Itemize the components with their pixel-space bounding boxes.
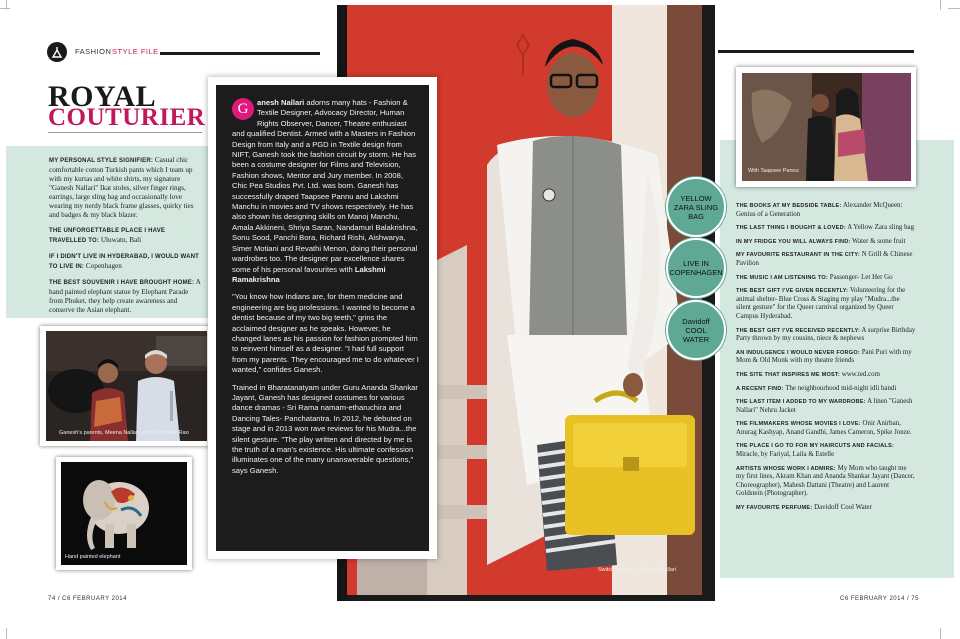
header-rule [160, 52, 320, 55]
qa-item [736, 465, 916, 499]
crop-mark [940, 0, 941, 10]
qa-question: THE BEST GIFT I'VE RECEIVED RECENTLY: [736, 327, 861, 334]
qa-question: THE LAST THING I BOUGHT & LOVED: [736, 225, 846, 232]
elephant-photo-caption: Hand painted elephant [65, 554, 121, 560]
parents-photo-caption: Ganesh's parents, Meena Nallari and N Shankar Rao [59, 430, 189, 436]
main-photo-caption: Switching lanes- Ganesh Nallari [598, 567, 676, 573]
crop-mark [948, 8, 960, 9]
qa-answer: Pani Puri with my Mom & Old Monk with my theatre friends [736, 348, 912, 365]
qa-question: THE LAST ITEM I ADDED TO MY WARDROBE: [736, 399, 866, 406]
qa-item [736, 287, 916, 321]
headline-rule [48, 132, 202, 133]
qa-answer: My Mom who taught me my first lines, Akram Khan and Ananda Shankar Jayant (Dancer, Choreographer), Mahesh Dattani (Theatre) and Laurent Goldstein (Photographer). [736, 464, 915, 498]
qa-item [736, 251, 916, 268]
qa-question: ARTISTS WHOSE WORK I ADMIRE: [736, 465, 836, 472]
qa-answer: Volunteering for the animal shelter- Blue Cross & Staging my play "Mudra...the silent gesture" for the Queer carnival organized by Queer Campus Hyderabad. [736, 287, 906, 320]
article-paragraph: "You know how Indians are, for them medicine and engineering are big professions. I wanted to become a dentist because of my two big teeth," grins the acclaimed designer as he speaks. However, he changed lanes as his passion for fashion prompted him to reinvent himself as a designer. "I had full support from my parents. They encouraged me to do whatever I wanted," confides Ganesh. [232, 292, 419, 375]
qa-question: MY FAVOURITE RESTAURANT IN THE CITY: [736, 252, 860, 259]
qa-answer: Casual chic comfortable cotton Turkish pants which I team up with my kurtas and white shirts, my signature "Ganesh Nallari" Ikat stoles, silver finger rings, earrings, large sling bag and occasionally love wearing my nerdy black frame glasses, quirky ties and badges & my black blazer. [49, 156, 194, 219]
qa-question: THE SITE THAT INSPIRES ME MOST: [736, 371, 840, 378]
article-paragraph: Trained in Bharatanatyam under Guru Ananda Shankar Jayant, Ganesh has designed costumes for various dance dramas - Sri Rama namam-etharuchira and Dancing Tales- Panchatantra. In 2012, he debuted on stage and in 2013 won rave reviews for his Mudra...the silent gesture. "The play written and directed by me is the truth of a man's existence. His ultimate confession illuminates one of the many unanswerable questions," says Ganesh. [232, 382, 418, 475]
qa-question: THE MUSIC I AM LISTENING TO: [736, 274, 828, 281]
qa-answer: N Grill & Chinese Pavilion [736, 251, 913, 267]
qa-answer: Copenhagen [85, 262, 122, 270]
article-byline: Lakshmi Ramakrishna [232, 264, 386, 284]
left-qa-list [49, 156, 201, 321]
circle-badge-perfume: Davidoff COOL WATER [666, 300, 726, 360]
qa-answer: Onir Anirban, Anurag Kashyap, Anand Gandhi, James Cameron, Spike Jonze. [736, 420, 912, 436]
qa-item [49, 226, 201, 246]
article-text: adorns many hats - Fashion & Textile Designer, Advocacy Director, Human Rights Observer, Dancer, Theatre enthusiast and qualified Dentist. Armed with a Masters in Fashion Design from Italy and a PGD in Textile design from NIFT, Ganesh took the fashion circuit by storm. He has been a costume designer for Films and Television, Fashion shows, Mentor and Jury member. In 2008, Chic Pea Studios Pvt. Ltd. was born. Ganesh has successfully draped Taapsee Pannu and Lakshmi Manchu in movies and TV shows respectively. He has also shown his designing skills on Manoj Manchu, Amala Akkineni, Shriya Saran, Nandamuri Balakrishna, Sonu Sood, Panchi Bora, Richard Rishi, Aishwarya, Simer Motiani and Revathi Menon, doing their personal wardrobes too. The designer par excellence shares some of his personal favourites with [232, 98, 418, 274]
parents-photo [46, 331, 207, 441]
qa-item [49, 278, 201, 315]
qa-question: IN MY FRIDGE YOU WILL ALWAYS FIND: [736, 238, 851, 245]
qa-answer: A surprise Birthday Party thrown by my cousins, niece & nephews [736, 326, 916, 343]
header-rule [718, 50, 914, 53]
qa-question: THE BEST GIFT I'VE GIVEN RECENTLY: [736, 288, 849, 295]
folio-right: C6 FEBRUARY 2014 / 75 [840, 596, 919, 602]
crop-mark [6, 628, 7, 639]
qa-question: MY FAVOURITE PERFUME: [736, 505, 813, 512]
qa-question: MY PERSONAL STYLE SIGNIFIER: [49, 158, 154, 164]
taapsee-photo [742, 73, 911, 181]
qa-item [49, 252, 201, 272]
qa-question: THE PLACE I GO TO FOR MY HAIRCUTS AND FACIALS: [736, 443, 894, 450]
circle-badge-bag: YELLOW ZARA SLING BAG [666, 177, 726, 237]
qa-item [736, 371, 916, 380]
qa-answer: Uluwatu, Bali [100, 236, 142, 244]
article-lead: anesh Nallari [257, 98, 305, 107]
qa-question: THE FILMMAKERS WHOSE MOVIES I LOVE: [736, 421, 861, 428]
qa-question: AN INDULGENCE I WOULD NEVER FORGO: [736, 349, 860, 356]
qa-item [736, 504, 916, 513]
qa-answer: Miracle, by Fariyal, Laila & Estelle [736, 451, 835, 459]
qa-question: THE UNFORGETTABLE PLACE I HAVE TRAVELLED TO: [49, 228, 166, 244]
qa-answer: A Yellow Zara sling bag [847, 224, 915, 232]
qa-answer: www.ted.com [841, 370, 880, 378]
qa-answer: Passenger- Let Her Go [829, 273, 893, 281]
qa-item [49, 156, 201, 220]
qa-item [736, 385, 916, 394]
article-paragraph [232, 98, 420, 285]
qa-item [736, 238, 916, 247]
qa-item [736, 349, 916, 366]
qa-answer: A linen "Ganesh Nallari" Nehru Jacket [736, 398, 913, 414]
qa-question: A RECENT FIND: [736, 385, 784, 392]
qa-question: IF I DIDN'T LIVE IN HYDERABAD, I WOULD WANT TO LIVE IN: [49, 254, 200, 270]
section-label: FASHION [75, 47, 112, 56]
qa-question: THE BOOKS AT MY BEDSIDE TABLE: [736, 203, 842, 209]
crop-mark [940, 628, 941, 639]
qa-item [736, 327, 916, 344]
qa-item [736, 274, 916, 283]
qa-item [736, 202, 916, 219]
qa-answer: Water & some fruit [852, 237, 906, 245]
elephant-photo [61, 462, 187, 565]
qa-item [736, 420, 916, 437]
right-qa-list [736, 202, 916, 518]
qa-question: THE BEST SOUVENIR I HAVE BROUGHT HOME: [49, 280, 195, 286]
drop-cap: G [232, 98, 254, 120]
taapsee-photo-caption: With Taapsee Pannu [748, 168, 799, 174]
headline-line-1: ROYAL [48, 80, 157, 113]
qa-answer: The neighbourhood mid-night idli bandi [785, 384, 897, 392]
qa-answer: Alexander McQueen: Genius of a Generation [736, 202, 903, 218]
qa-item [736, 442, 916, 459]
folio-left: 74 / C6 FEBRUARY 2014 [48, 596, 127, 602]
circle-badge-city: LIVE IN COPENHAGEN [666, 238, 726, 298]
qa-item [736, 398, 916, 415]
article-body [232, 98, 420, 483]
qa-answer: A hand painted elephant statue by Elephant Parade from Phuket, they help create awareness and conserve the Asian elephant. [49, 278, 201, 314]
qa-item [736, 224, 916, 233]
subsection-label: STYLE FILE [112, 47, 159, 56]
qa-answer: Davidoff Cool Water [814, 504, 872, 512]
headline-line-2: COUTURIER [48, 104, 206, 131]
crop-mark [0, 8, 10, 9]
section-logo-icon [47, 42, 67, 62]
